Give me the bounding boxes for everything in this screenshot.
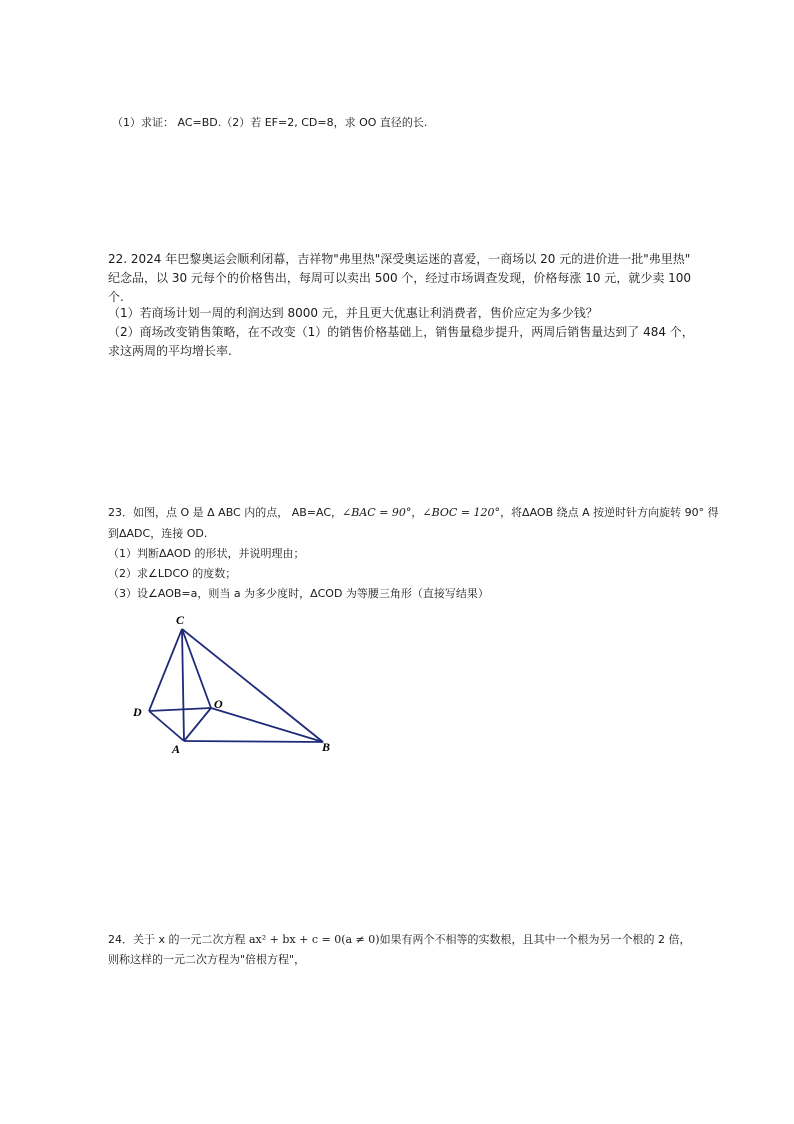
segment-ao <box>184 708 211 741</box>
q22-line-5: （2）商场改变销售策略，在不改变（1）的销售价格基础上，销售量稳步提升，两周后销售量达到了 484 个， <box>108 325 694 339</box>
figure-segments <box>149 629 323 742</box>
segment-ob <box>211 708 323 742</box>
q22-line-1: 22. 2024 年巴黎奥运会顺利闭幕，吉祥物"弗里热"深受奥运迷的喜爱，一商场以 20 元的进价进一批"弗里热" <box>108 252 691 266</box>
point-label-a: A <box>172 742 181 756</box>
q23-line-3: （1）判断ΔAOD 的形状，并说明理由； <box>108 547 305 560</box>
point-label-b: B <box>322 740 331 754</box>
q24-line-1 <box>108 931 691 947</box>
point-label-d: D <box>133 705 142 719</box>
segment-ca <box>182 629 184 741</box>
q23-angle-bac: ∠BAC = 90° <box>342 506 412 519</box>
segment-ab <box>184 741 323 742</box>
segment-cd <box>149 629 182 711</box>
segment-da <box>149 711 184 741</box>
q22-line-6: 求这两周的平均增长率. <box>108 344 232 358</box>
q23-line-2: 到ΔADC，连接 OD. <box>108 527 208 540</box>
q23-line-1-sep: ， <box>411 506 423 519</box>
q22-line-3: 个. <box>108 290 124 304</box>
q23-line-5: （3）设∠AOB=a，则当 a 为多少度时，ΔCOD 为等腰三角形（直接写结果） <box>108 587 489 600</box>
point-label-o: O <box>214 697 223 711</box>
q23-line-1-text-a: 23．如图，点 O 是 Δ ABC 内的点， AB=AC， <box>108 506 343 519</box>
q22-line-4: （1）若商场计划一周的利润达到 8000 元，并且更大优惠让利消费者，售价应定为多少钱？ <box>108 306 598 320</box>
triangle-figure <box>125 610 345 760</box>
q24-line-1-text-a: 24．关于 x 的一元二次方程 <box>108 933 249 946</box>
q23-line-4: （2）求∠LDCO 的度数； <box>108 567 237 580</box>
q24-equation: ax² + bx + c = 0(a ≠ 0) <box>249 933 380 946</box>
q21-part-text: （1）求证： AC=BD.（2）若 EF=2, CD=8，求 OO 直径的长. <box>112 116 428 129</box>
q22-line-2: 纪念品，以 30 元每个的价格售出，每周可以卖出 500 个，经过市场调查发现，价格每涨 10 元，就少卖 100 <box>108 271 692 285</box>
segment-do <box>149 708 211 711</box>
q24-line-2: 则称这样的一元二次方程为"倍根方程"， <box>108 953 306 966</box>
point-label-c: C <box>176 613 185 627</box>
q23-line-1-text-b: ，将ΔAOB 绕点 A 按逆时针方向旋转 90° 得 <box>500 506 719 519</box>
q23-line-1 <box>108 504 719 520</box>
q23-angle-boc: ∠BOC = 120° <box>422 506 501 519</box>
q24-line-1-text-b: 如果有两个不相等的实数根，且其中一个根为另一个根的 2 倍， <box>379 933 691 946</box>
